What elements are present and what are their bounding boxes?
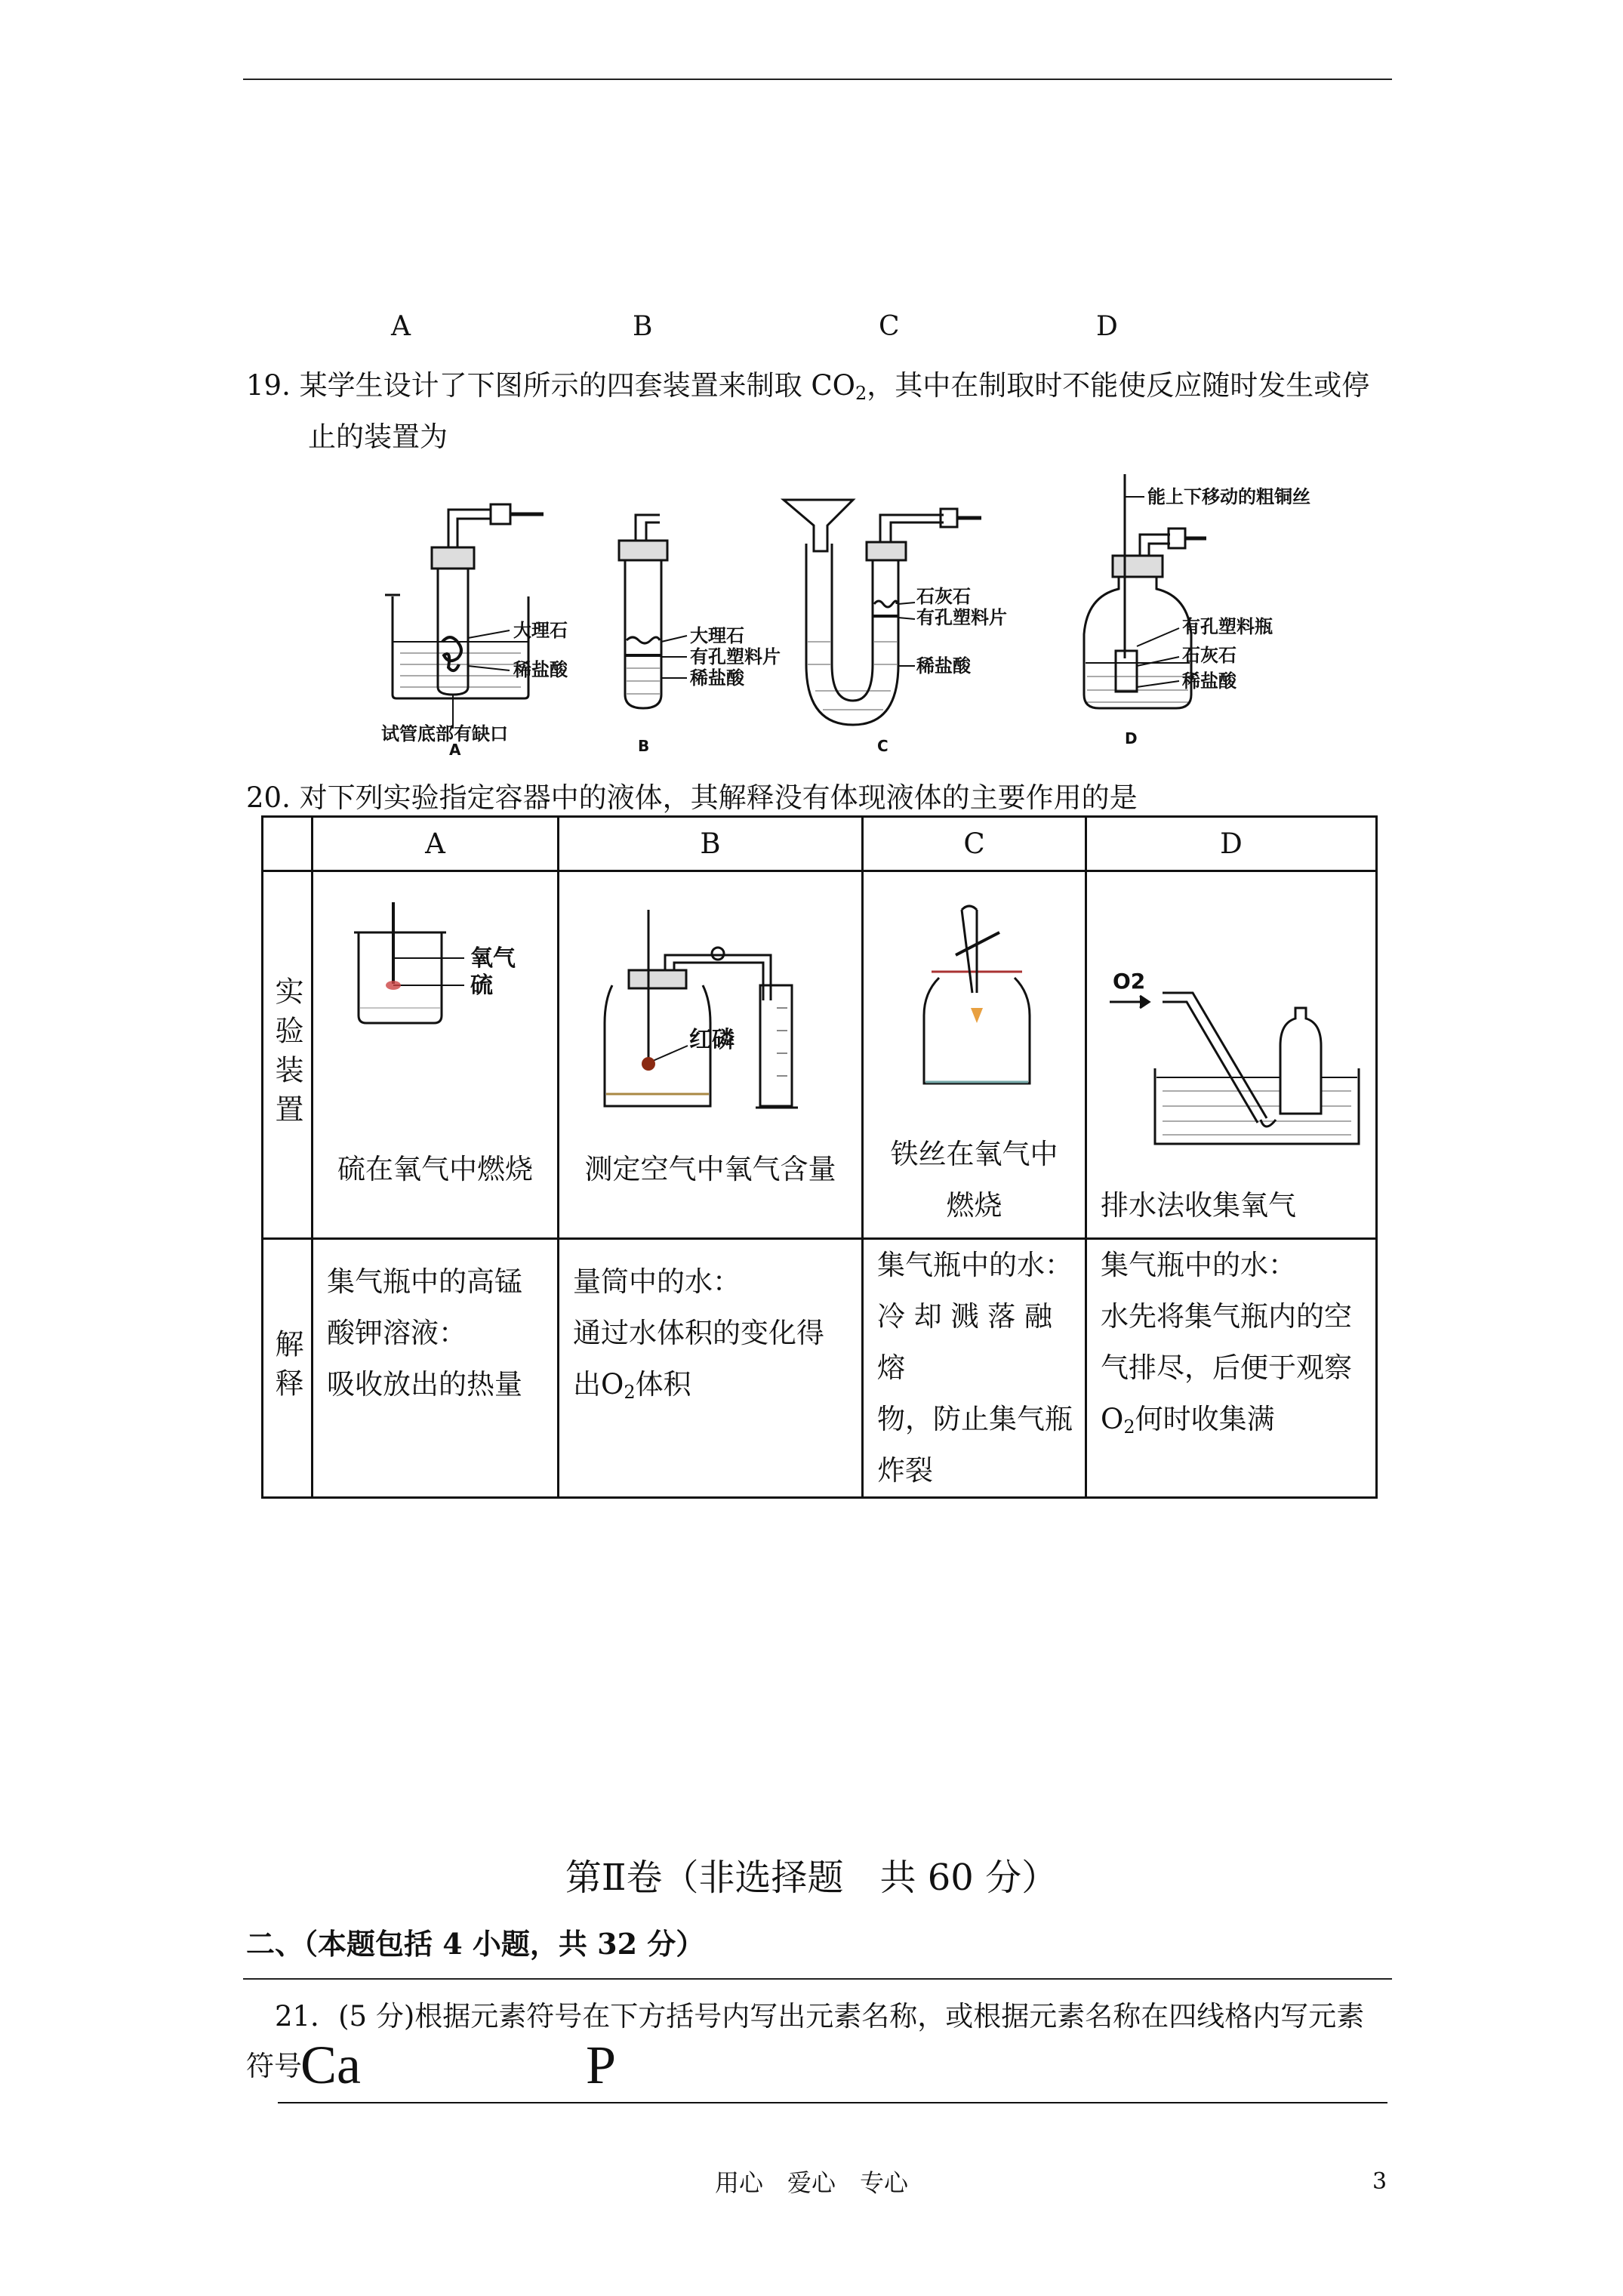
q19-line1 [246, 362, 1369, 404]
q18-choice-a: A [391, 311, 411, 342]
fig-d-bottle: 有孔塑料瓶 [1182, 616, 1273, 637]
apparatus-cell-b [559, 871, 863, 1239]
fig-d-acid: 稀盐酸 [1182, 670, 1236, 692]
part2-title: 第Ⅱ卷（非选择题 共 60 分） [565, 1857, 1058, 1899]
table-header-a: A [313, 817, 559, 871]
explanation-cell-b [559, 1239, 863, 1498]
fig-a-letter: A [449, 741, 461, 755]
q19-text-sub: 2 [855, 383, 867, 404]
q19-line2: 止的装置为 [308, 421, 448, 453]
fig-a-note: 试管底部有缺口 [381, 723, 508, 744]
table-header-d: D [1086, 817, 1377, 871]
table-header-c: C [863, 817, 1086, 871]
apparatus-cell-c [863, 871, 1086, 1239]
q20-question [246, 775, 1138, 815]
row-label-explanation: 解释 [270, 1329, 303, 1407]
caption-b: 测定空气中氧气含量 [584, 1153, 836, 1185]
explanation-b-line3: 出$O_2$体积 [573, 1368, 691, 1403]
explanation-c-line2: 冷 却 溅 落 融 熔 [877, 1300, 1053, 1384]
q18-choice-c: C [879, 311, 900, 342]
explanation-b-line2: 通过水体积的变化得 [573, 1317, 824, 1349]
explanation-cell-d [1086, 1239, 1377, 1498]
section-rule [243, 1978, 1392, 1980]
explanation-d-line3: 气排尽，后便于观察 [1101, 1351, 1352, 1384]
explanation-cell-a [313, 1239, 559, 1498]
explanation-a-line2: 酸钾溶液： [327, 1317, 467, 1349]
fig-c-limestone: 石灰石 [916, 586, 971, 607]
table-explanation-row [263, 1239, 1377, 1498]
fig-d-o2-label: O2 [1113, 969, 1146, 994]
q18-choice-d: D [1096, 311, 1118, 342]
four-line-baseline [278, 2102, 1387, 2103]
header-rule [243, 79, 1392, 80]
table-corner-cell [263, 817, 313, 871]
part2-section-heading: 二、（本题包括 4 小题，共 32 分） [246, 1927, 705, 1961]
q18-choice-b: B [633, 311, 653, 342]
q19-apparatus-figure [370, 468, 1336, 755]
caption-a: 硫在氧气中燃烧 [337, 1153, 533, 1185]
q19-number: 19. [246, 369, 291, 402]
q21-symbol-ca: Ca [300, 2035, 361, 2095]
fig-c-acid: 稀盐酸 [916, 655, 971, 676]
fig-d-limestone: 石灰石 [1182, 645, 1236, 666]
fig-b-plate: 有孔塑料片 [690, 646, 781, 667]
fig-a-marble: 大理石 [513, 620, 568, 641]
table-header-row [263, 817, 1377, 871]
q20-experiment-table [261, 815, 1378, 1499]
fig-a-acid: 稀盐酸 [513, 659, 568, 680]
caption-c-line2: 燃烧 [946, 1189, 1002, 1222]
q21-symbol-p: P [586, 2035, 617, 2095]
fig-a-sulfur-label: 硫 [470, 972, 493, 999]
table-apparatus-row [263, 871, 1377, 1239]
explanation-c-line1: 集气瓶中的水： [877, 1249, 1073, 1281]
iron-burning-figure [916, 902, 1045, 1099]
explanation-c-line3: 物，防止集气瓶 [877, 1403, 1073, 1435]
q19-text-pre: 某学生设计了下图所示的四套装置来制取 CO [299, 369, 856, 402]
sulfur-burning-figure [343, 902, 540, 1038]
table-header-b: B [559, 817, 863, 871]
fig-c-letter: C [877, 737, 888, 755]
fig-d-wire: 能上下移动的粗铜丝 [1147, 486, 1310, 507]
row-label-apparatus-cell [263, 871, 313, 1239]
fig-c-plate: 有孔塑料片 [916, 607, 1007, 628]
apparatus-cell-a [313, 871, 559, 1239]
oxygen-content-figure [590, 910, 839, 1121]
row-label-explanation-cell [263, 1239, 313, 1498]
fig-b-phosphorus-label: 红磷 [689, 1027, 735, 1053]
explanation-b-line1: 量筒中的水： [573, 1265, 741, 1298]
fig-d-letter: D [1125, 729, 1138, 747]
water-collection-figure [1102, 963, 1366, 1159]
apparatus-b [619, 515, 667, 708]
q20-text: 对下列实验指定容器中的液体，其解释没有体现液体的主要作用的是 [299, 781, 1138, 814]
explanation-d-line2: 水先将集气瓶内的空 [1101, 1300, 1352, 1333]
explanation-d-line1: 集气瓶中的水： [1101, 1249, 1296, 1281]
q21-line2: 符号 [246, 2050, 302, 2082]
q20-number: 20. [246, 781, 291, 814]
explanation-a-line1: 集气瓶中的高锰 [327, 1265, 522, 1298]
page-number: 3 [1372, 2168, 1387, 2195]
caption-c-line1: 铁丝在氧气中 [890, 1138, 1058, 1170]
explanation-a-line3: 吸收放出的热量 [327, 1368, 522, 1401]
row-label-apparatus: 实验装置 [270, 976, 303, 1133]
explanation-cell-c [863, 1239, 1086, 1498]
fig-b-marble: 大理石 [690, 625, 744, 646]
fig-a-oxygen-label: 氧气 [470, 945, 516, 972]
explanation-c-line4: 炸裂 [877, 1454, 933, 1487]
fig-b-letter: B [638, 737, 650, 755]
apparatus-cell-d [1086, 871, 1377, 1239]
fig-b-acid: 稀盐酸 [690, 667, 744, 689]
q19-text-post: ，其中在制取时不能使反应随时发生或停 [867, 369, 1370, 402]
q21-line1: 21．(5 分)根据元素符号在下方括号内写出元素名称，或根据元素名称在四线格内写元素 [275, 2000, 1365, 2032]
explanation-d-line4: $O_2$何时收集满 [1101, 1403, 1275, 1438]
caption-d: 排水法收集氧气 [1101, 1189, 1296, 1222]
footer-motto: 用心 爱心 专心 [714, 2168, 908, 2197]
